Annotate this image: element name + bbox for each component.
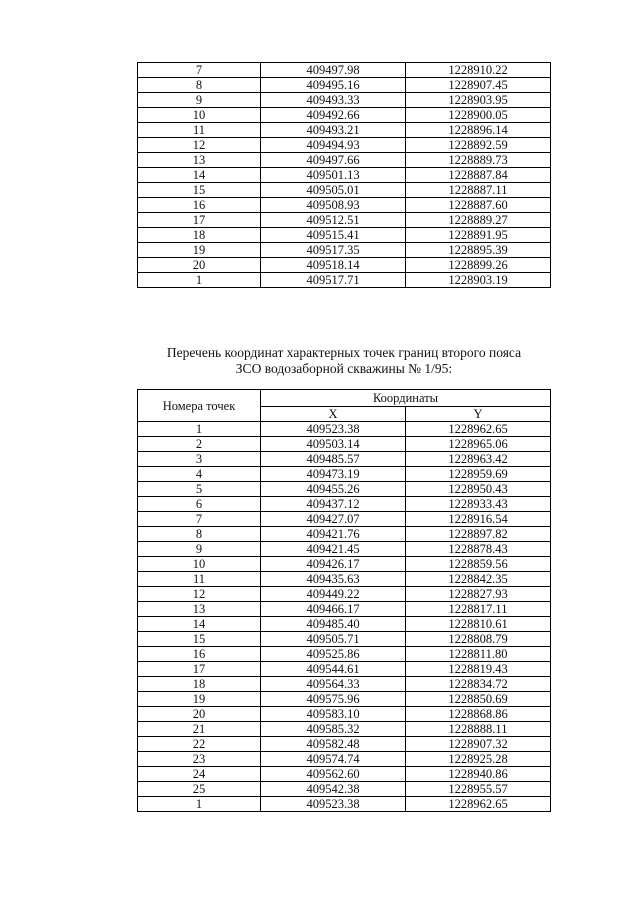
- table-row: [138, 542, 551, 557]
- table-row: [138, 63, 551, 78]
- table-row: [138, 782, 551, 797]
- point-number-cell: 19: [138, 692, 261, 707]
- x-coordinate-cell: 409517.71: [261, 273, 406, 288]
- coordinates-table-second-zone-body: [138, 422, 551, 812]
- table-row: [138, 722, 551, 737]
- point-number-cell: 6: [138, 497, 261, 512]
- table-row: [138, 198, 551, 213]
- y-coordinate-cell: 1228962.65: [406, 422, 551, 437]
- table-row: [138, 452, 551, 467]
- x-coordinate-cell: 409494.93: [261, 138, 406, 153]
- y-coordinate-cell: 1228897.82: [406, 527, 551, 542]
- table-row: [138, 153, 551, 168]
- table-row: [138, 482, 551, 497]
- x-coordinate-cell: 409485.40: [261, 617, 406, 632]
- table-row: [138, 767, 551, 782]
- point-number-cell: 14: [138, 617, 261, 632]
- y-coordinate-cell: 1228819.43: [406, 662, 551, 677]
- y-coordinate-cell: 1228891.95: [406, 228, 551, 243]
- coordinates-table-continued: [137, 62, 551, 288]
- y-coordinate-cell: 1228811.80: [406, 647, 551, 662]
- header-x: X: [261, 407, 406, 422]
- table-row: [138, 497, 551, 512]
- y-coordinate-cell: 1228950.43: [406, 482, 551, 497]
- table-row: [138, 662, 551, 677]
- coordinates-table-continued-body: [138, 63, 551, 288]
- x-coordinate-cell: 409517.35: [261, 243, 406, 258]
- y-coordinate-cell: 1228808.79: [406, 632, 551, 647]
- point-number-cell: 16: [138, 198, 261, 213]
- point-number-cell: 8: [138, 527, 261, 542]
- table-row: [138, 527, 551, 542]
- coordinates-table-second-zone: [137, 389, 551, 812]
- point-number-cell: 12: [138, 138, 261, 153]
- table-row: [138, 707, 551, 722]
- x-coordinate-cell: 409575.96: [261, 692, 406, 707]
- y-coordinate-cell: 1228817.11: [406, 602, 551, 617]
- table-row: [138, 273, 551, 288]
- table-row: [138, 557, 551, 572]
- table-header: [138, 390, 551, 422]
- y-coordinate-cell: 1228910.22: [406, 63, 551, 78]
- table-row: [138, 213, 551, 228]
- point-number-cell: 10: [138, 108, 261, 123]
- point-number-cell: 11: [138, 123, 261, 138]
- y-coordinate-cell: 1228955.57: [406, 782, 551, 797]
- x-coordinate-cell: 409493.33: [261, 93, 406, 108]
- table-row: [138, 138, 551, 153]
- y-coordinate-cell: 1228900.05: [406, 108, 551, 123]
- y-coordinate-cell: 1228878.43: [406, 542, 551, 557]
- point-number-cell: 13: [138, 602, 261, 617]
- x-coordinate-cell: 409525.86: [261, 647, 406, 662]
- x-coordinate-cell: 409523.38: [261, 422, 406, 437]
- point-number-cell: 1: [138, 422, 261, 437]
- point-number-cell: 10: [138, 557, 261, 572]
- table-row: [138, 258, 551, 273]
- point-number-cell: 7: [138, 512, 261, 527]
- point-number-cell: 4: [138, 467, 261, 482]
- point-number-cell: 20: [138, 707, 261, 722]
- table-row: [138, 183, 551, 198]
- point-number-cell: 1: [138, 273, 261, 288]
- point-number-cell: 17: [138, 213, 261, 228]
- point-number-cell: 15: [138, 632, 261, 647]
- table-row: [138, 632, 551, 647]
- x-coordinate-cell: 409503.14: [261, 437, 406, 452]
- x-coordinate-cell: 409437.12: [261, 497, 406, 512]
- x-coordinate-cell: 409512.51: [261, 213, 406, 228]
- point-number-cell: 12: [138, 587, 261, 602]
- x-coordinate-cell: 409485.57: [261, 452, 406, 467]
- x-coordinate-cell: 409505.01: [261, 183, 406, 198]
- point-number-cell: 23: [138, 752, 261, 767]
- y-coordinate-cell: 1228834.72: [406, 677, 551, 692]
- point-number-cell: 9: [138, 542, 261, 557]
- point-number-cell: 25: [138, 782, 261, 797]
- x-coordinate-cell: 409508.93: [261, 198, 406, 213]
- y-coordinate-cell: 1228887.11: [406, 183, 551, 198]
- x-coordinate-cell: 409542.38: [261, 782, 406, 797]
- x-coordinate-cell: 409455.26: [261, 482, 406, 497]
- x-coordinate-cell: 409492.66: [261, 108, 406, 123]
- table-row: [138, 677, 551, 692]
- y-coordinate-cell: 1228842.35: [406, 572, 551, 587]
- y-coordinate-cell: 1228907.45: [406, 78, 551, 93]
- y-coordinate-cell: 1228810.61: [406, 617, 551, 632]
- x-coordinate-cell: 409515.41: [261, 228, 406, 243]
- y-coordinate-cell: 1228868.86: [406, 707, 551, 722]
- point-number-cell: 15: [138, 183, 261, 198]
- x-coordinate-cell: 409473.19: [261, 467, 406, 482]
- point-number-cell: 18: [138, 677, 261, 692]
- point-number-cell: 18: [138, 228, 261, 243]
- x-coordinate-cell: 409497.66: [261, 153, 406, 168]
- point-number-cell: 9: [138, 93, 261, 108]
- y-coordinate-cell: 1228888.11: [406, 722, 551, 737]
- header-point-numbers: Номера точек: [138, 390, 261, 422]
- y-coordinate-cell: 1228940.86: [406, 767, 551, 782]
- x-coordinate-cell: 409435.63: [261, 572, 406, 587]
- y-coordinate-cell: 1228916.54: [406, 512, 551, 527]
- y-coordinate-cell: 1228889.27: [406, 213, 551, 228]
- point-number-cell: 1: [138, 797, 261, 812]
- y-coordinate-cell: 1228896.14: [406, 123, 551, 138]
- table-row: [138, 692, 551, 707]
- y-coordinate-cell: 1228887.60: [406, 198, 551, 213]
- table-row: [138, 602, 551, 617]
- point-number-cell: 3: [138, 452, 261, 467]
- table-row: [138, 168, 551, 183]
- y-coordinate-cell: 1228827.93: [406, 587, 551, 602]
- point-number-cell: 21: [138, 722, 261, 737]
- point-number-cell: 7: [138, 63, 261, 78]
- table-row: [138, 467, 551, 482]
- point-number-cell: 17: [138, 662, 261, 677]
- x-coordinate-cell: 409544.61: [261, 662, 406, 677]
- table-row: [138, 228, 551, 243]
- y-coordinate-cell: 1228887.84: [406, 168, 551, 183]
- header-coordinates: Координаты: [261, 390, 551, 407]
- x-coordinate-cell: 409505.71: [261, 632, 406, 647]
- x-coordinate-cell: 409585.32: [261, 722, 406, 737]
- table-row: [138, 93, 551, 108]
- x-coordinate-cell: 409582.48: [261, 737, 406, 752]
- point-number-cell: 24: [138, 767, 261, 782]
- x-coordinate-cell: 409497.98: [261, 63, 406, 78]
- x-coordinate-cell: 409583.10: [261, 707, 406, 722]
- x-coordinate-cell: 409426.17: [261, 557, 406, 572]
- y-coordinate-cell: 1228892.59: [406, 138, 551, 153]
- x-coordinate-cell: 409421.76: [261, 527, 406, 542]
- table-row: [138, 123, 551, 138]
- y-coordinate-cell: 1228895.39: [406, 243, 551, 258]
- y-coordinate-cell: 1228965.06: [406, 437, 551, 452]
- x-coordinate-cell: 409564.33: [261, 677, 406, 692]
- x-coordinate-cell: 409421.45: [261, 542, 406, 557]
- x-coordinate-cell: 409574.74: [261, 752, 406, 767]
- y-coordinate-cell: 1228907.32: [406, 737, 551, 752]
- table-row: [138, 647, 551, 662]
- x-coordinate-cell: 409427.07: [261, 512, 406, 527]
- y-coordinate-cell: 1228859.56: [406, 557, 551, 572]
- point-number-cell: 2: [138, 437, 261, 452]
- y-coordinate-cell: 1228925.28: [406, 752, 551, 767]
- table-caption: [100, 345, 588, 377]
- x-coordinate-cell: 409466.17: [261, 602, 406, 617]
- table-row: [138, 572, 551, 587]
- x-coordinate-cell: 409562.60: [261, 767, 406, 782]
- x-coordinate-cell: 409449.22: [261, 587, 406, 602]
- point-number-cell: 20: [138, 258, 261, 273]
- table-row: [138, 797, 551, 812]
- table-row: [138, 587, 551, 602]
- table-row: [138, 737, 551, 752]
- point-number-cell: 16: [138, 647, 261, 662]
- x-coordinate-cell: 409495.16: [261, 78, 406, 93]
- table-row: [138, 422, 551, 437]
- table-row: [138, 617, 551, 632]
- point-number-cell: 11: [138, 572, 261, 587]
- caption-line-2: ЗСО водозаборной скважины № 1/95:: [235, 361, 453, 376]
- x-coordinate-cell: 409493.21: [261, 123, 406, 138]
- x-coordinate-cell: 409518.14: [261, 258, 406, 273]
- point-number-cell: 22: [138, 737, 261, 752]
- x-coordinate-cell: 409501.13: [261, 168, 406, 183]
- y-coordinate-cell: 1228903.19: [406, 273, 551, 288]
- y-coordinate-cell: 1228889.73: [406, 153, 551, 168]
- point-number-cell: 13: [138, 153, 261, 168]
- table-row: [138, 512, 551, 527]
- point-number-cell: 14: [138, 168, 261, 183]
- point-number-cell: 19: [138, 243, 261, 258]
- y-coordinate-cell: 1228963.42: [406, 452, 551, 467]
- y-coordinate-cell: 1228899.26: [406, 258, 551, 273]
- point-number-cell: 5: [138, 482, 261, 497]
- caption-line-1: Перечень координат характерных точек границ второго пояса: [166, 345, 522, 360]
- table-row: [138, 243, 551, 258]
- y-coordinate-cell: 1228903.95: [406, 93, 551, 108]
- y-coordinate-cell: 1228933.43: [406, 497, 551, 512]
- table-row: [138, 437, 551, 452]
- y-coordinate-cell: 1228962.65: [406, 797, 551, 812]
- point-number-cell: 8: [138, 78, 261, 93]
- table-row: [138, 752, 551, 767]
- table-row: [138, 78, 551, 93]
- table-row: [138, 108, 551, 123]
- x-coordinate-cell: 409523.38: [261, 797, 406, 812]
- y-coordinate-cell: 1228959.69: [406, 467, 551, 482]
- header-y: Y: [406, 407, 551, 422]
- y-coordinate-cell: 1228850.69: [406, 692, 551, 707]
